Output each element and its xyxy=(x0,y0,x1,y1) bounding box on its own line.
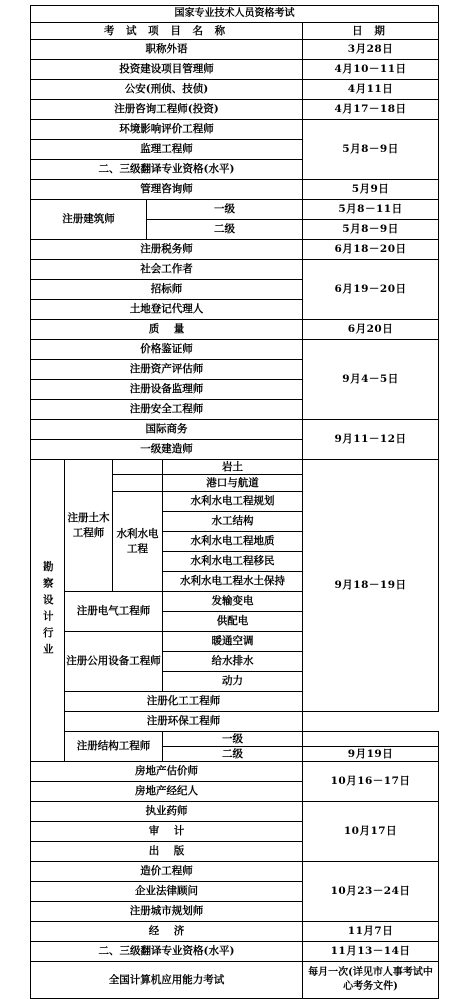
exam-subgroup-label: 水利水电工程 xyxy=(113,492,163,592)
exam-subitem: 注册环保工程师 xyxy=(65,712,303,732)
exam-item: 环境影响评价工程师 xyxy=(31,120,303,140)
exam-subitem: 供配电 xyxy=(163,612,303,632)
exam-date: 每月一次(详见市人事考试中心考务文件) xyxy=(303,962,439,999)
header-date: 日 期 xyxy=(303,23,439,40)
exam-schedule-table xyxy=(30,5,439,999)
exam-date-empty xyxy=(303,732,438,747)
exam-item: 房地产经纪人 xyxy=(31,782,303,802)
table-row xyxy=(31,240,439,260)
exam-date: 9月11－12日 xyxy=(303,420,439,460)
exam-subgroup-label: 注册电气工程师 xyxy=(65,592,163,632)
exam-subitem: 暖通空调 xyxy=(163,632,303,652)
exam-item: 经 济 xyxy=(31,922,303,942)
exam-date: 6月19－20日 xyxy=(303,260,439,320)
document-page xyxy=(30,0,450,992)
table-row xyxy=(31,732,439,762)
table-row xyxy=(31,200,439,220)
exam-item: 审 计 xyxy=(31,822,303,842)
exam-date: 9月19日 xyxy=(347,748,394,760)
exam-item: 注册设备监理师 xyxy=(31,380,303,400)
exam-subitem: 岩土 xyxy=(163,460,303,475)
exam-subitem: 动力 xyxy=(163,672,303,692)
exam-date: 11月13－14日 xyxy=(303,942,439,962)
exam-subitem xyxy=(163,732,303,762)
table-row xyxy=(31,320,439,340)
table-row xyxy=(31,60,439,80)
exam-subitem: 二级 xyxy=(222,748,243,760)
exam-subitem: 给水排水 xyxy=(163,652,303,672)
exam-item: 管理咨询师 xyxy=(31,180,303,200)
exam-item: 注册咨询工程师(投资) xyxy=(31,100,303,120)
exam-date: 6月18－20日 xyxy=(303,240,439,260)
exam-item: 执业药师 xyxy=(31,802,303,822)
exam-item: 注册税务师 xyxy=(31,240,303,260)
exam-item: 注册资产评估师 xyxy=(31,360,303,380)
header-exam-name: 考 试 项 目 名 称 xyxy=(31,23,303,40)
table-row xyxy=(31,340,439,360)
exam-date: 5月8－9日 xyxy=(303,220,439,240)
table-row xyxy=(31,120,439,140)
exam-date: 5月8－9日 xyxy=(303,120,439,180)
exam-subitem: 港口与航道 xyxy=(163,475,303,492)
table-title-row xyxy=(31,6,439,23)
exam-date: 10月16－17日 xyxy=(303,762,439,802)
exam-item: 质 量 xyxy=(31,320,303,340)
table-row xyxy=(31,802,439,822)
exam-item: 社会工作者 xyxy=(31,260,303,280)
exam-item: 二、三级翻译专业资格(水平) xyxy=(31,942,303,962)
exam-subitem: 水利水电工程水土保持 xyxy=(163,572,303,592)
exam-subitem: 一级 xyxy=(163,732,302,747)
exam-date: 6月20日 xyxy=(303,320,439,340)
exam-date: 9月18－19日 xyxy=(303,460,439,712)
exam-subitem: 水利水电工程地质 xyxy=(163,532,303,552)
exam-date: 5月8－11日 xyxy=(303,200,439,220)
table-row xyxy=(31,762,439,782)
exam-group-label: 注册建筑师 xyxy=(31,200,147,240)
exam-subgroup-label: 注册土木工程师 xyxy=(65,460,113,592)
table-row xyxy=(31,180,439,200)
exam-date: 10月23－24日 xyxy=(303,862,439,922)
exam-group-label: 勘察设计行业 xyxy=(31,460,65,762)
table-row xyxy=(31,420,439,440)
table-title: 国家专业技术人员资格考试 xyxy=(31,6,439,23)
table-row xyxy=(31,260,439,280)
exam-item: 监理工程师 xyxy=(31,140,303,160)
exam-item: 二、三级翻译专业资格(水平) xyxy=(31,160,303,180)
exam-item: 国际商务 xyxy=(31,420,303,440)
table-header-row xyxy=(31,23,439,40)
exam-date: 4月17－18日 xyxy=(303,100,439,120)
exam-subitem-empty xyxy=(113,475,163,492)
table-row xyxy=(31,712,439,732)
table-row xyxy=(31,862,439,882)
table-row xyxy=(31,100,439,120)
exam-item: 出 版 xyxy=(31,842,303,862)
exam-subitem: 水利水电工程移民 xyxy=(163,552,303,572)
exam-item: 投资建设项目管理师 xyxy=(31,60,303,80)
exam-subgroup-label: 注册结构工程师 xyxy=(65,732,163,762)
exam-subitem: 注册化工工程师 xyxy=(65,692,303,712)
exam-item: 注册城市规划师 xyxy=(31,902,303,922)
exam-item: 房地产估价师 xyxy=(31,762,303,782)
table-row xyxy=(31,942,439,962)
exam-date: 3月28日 xyxy=(303,40,439,60)
exam-item: 价格鉴证师 xyxy=(31,340,303,360)
exam-date: 4月11日 xyxy=(303,80,439,100)
table-row xyxy=(31,80,439,100)
exam-subitem: 水工结构 xyxy=(163,512,303,532)
exam-item: 造价工程师 xyxy=(31,862,303,882)
table-row xyxy=(31,40,439,60)
table-row xyxy=(31,962,439,999)
table-row xyxy=(31,460,439,475)
exam-date xyxy=(303,732,439,762)
table-row xyxy=(31,922,439,942)
exam-date: 5月9日 xyxy=(303,180,439,200)
exam-item: 土地登记代理人 xyxy=(31,300,303,320)
exam-date: 9月4－5日 xyxy=(303,340,439,420)
exam-item: 全国计算机应用能力考试 xyxy=(31,962,303,999)
exam-item: 一级建造师 xyxy=(31,440,303,460)
exam-item: 公安(刑侦、技侦) xyxy=(31,80,303,100)
exam-item: 招标师 xyxy=(31,280,303,300)
exam-subgroup-label: 注册公用设备工程师 xyxy=(65,632,163,692)
exam-date: 11月7日 xyxy=(303,922,439,942)
exam-date: 10月17日 xyxy=(303,802,439,862)
exam-date: 4月10－11日 xyxy=(303,60,439,80)
exam-item: 职称外语 xyxy=(31,40,303,60)
exam-item: 企业法律顾问 xyxy=(31,882,303,902)
exam-subitem-empty xyxy=(113,460,163,475)
exam-subitem: 发输变电 xyxy=(163,592,303,612)
exam-subitem: 二级 xyxy=(147,220,303,240)
exam-subitem: 一级 xyxy=(147,200,303,220)
exam-item: 注册安全工程师 xyxy=(31,400,303,420)
exam-subitem: 水利水电工程规划 xyxy=(163,492,303,512)
